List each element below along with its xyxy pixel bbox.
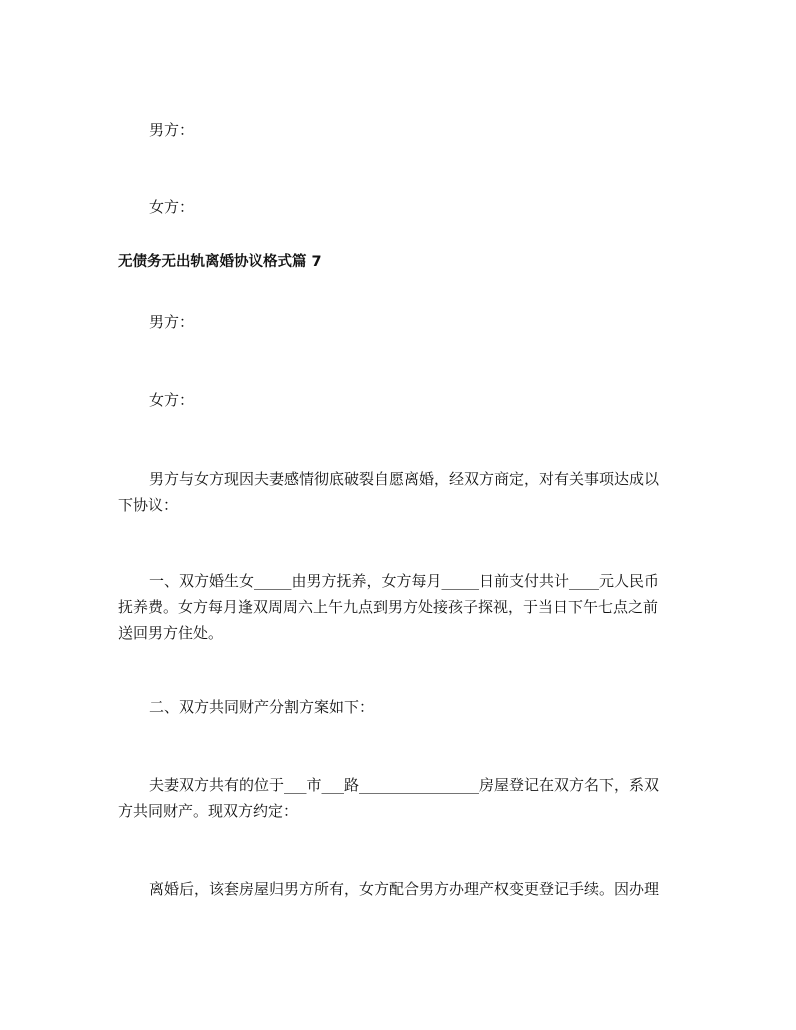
intro-paragraph	[118, 466, 682, 518]
male-party-label: 男方：	[149, 121, 195, 139]
after-divorce-line-1: 离婚后，该套房屋归男方所有，女方配合男方办理产权变更登记手续。因办理	[149, 880, 660, 898]
clause-1-paragraph	[118, 568, 682, 646]
intro-line-2: 下协议：	[118, 496, 179, 514]
section-title: 无债务无出轨离婚协议格式篇 7	[118, 254, 322, 270]
clause-1-line-2: 抚养费。女方每月逢双周周六上午九点到男方处接孩子探视，于当日下午七点之前	[118, 598, 659, 616]
intro-line-1: 男方与女方现因夫妻感情彻底破裂自愿离婚，经双方商定，对有关事项达成以	[149, 470, 660, 488]
female-party-label: 女方：	[149, 198, 195, 216]
property-line-2: 方共同财产。现双方约定：	[118, 802, 299, 820]
clause-2-line-1: 二、双方共同财产分割方案如下：	[149, 698, 375, 716]
property-paragraph	[118, 772, 682, 824]
after-divorce-paragraph	[118, 876, 682, 902]
female-party-label-2: 女方：	[149, 391, 195, 409]
property-line-1: 夫妻双方共有的位于___市___路________________房屋登记在双方名下，系双	[149, 776, 660, 794]
clause-2-paragraph	[118, 694, 682, 720]
male-party-label-2: 男方：	[149, 313, 195, 331]
clause-1-line-3: 送回男方住处。	[118, 624, 224, 642]
clause-1-line-1: 一、双方婚生女_____由男方抚养，女方每月_____日前支付共计____元人民币	[149, 572, 660, 590]
